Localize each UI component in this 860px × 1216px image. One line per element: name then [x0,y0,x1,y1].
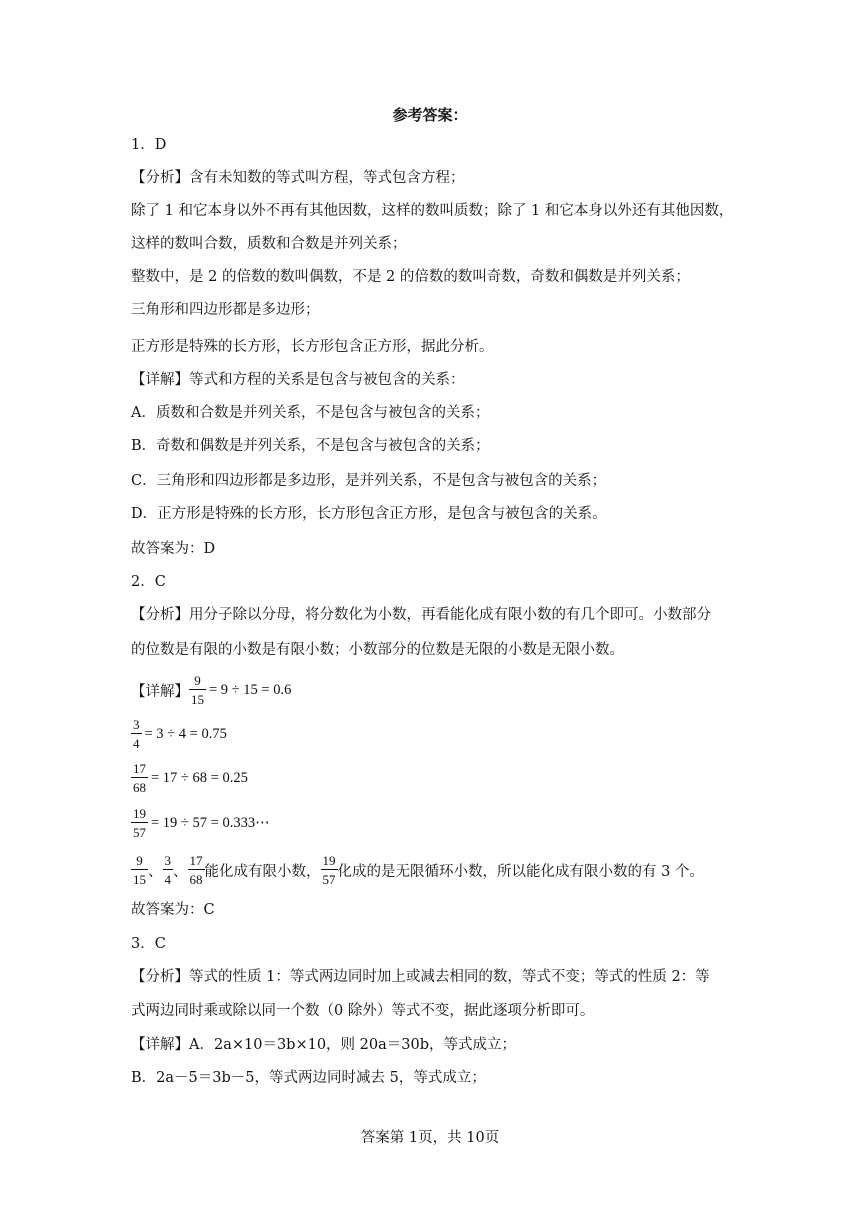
fraction: $\frac{19}{57}$ [133,806,146,840]
calc-expression: = 17 ÷ 68 = 0.25 [151,769,248,786]
option-d: D．正方形是特殊的长方形，长方形包含正方形，是包含与被包含的关系。 [131,506,607,522]
answer-2-heading: 2．C [131,574,166,590]
detail-1: 【详解】等式和方程的关系是包含与被包含的关系： [131,372,465,388]
option-a: A．质数和合数是并列关系，不是包含与被包含的关系； [131,405,490,421]
calc-expression: = 19 ÷ 57 = 0.333⋯ [151,814,270,831]
analysis-2: 【分析】用分子除以分母，将分数化为小数，再看能化成有限小数的有几个即可。小数部分 [131,607,711,623]
text-line: 这样的数叫合数，质数和合数是并列关系； [131,236,407,252]
option-c: C．三角形和四边形都是多边形，是并列关系，不是包含与被包含的关系； [131,473,607,489]
separator: 、 [173,863,188,880]
text-line: 三角形和四边形都是多边形； [131,302,320,318]
answer-2-conclusion: 故答案为：C [131,902,215,918]
text-line: 整数中，是 2 的倍数的数叫偶数，不是 2 的倍数的数叫奇数，奇数和偶数是并列关系； [131,269,690,285]
fraction: $\frac{17}{68}$ [189,853,203,887]
detail-3b: B．2a－5＝3b－5，等式两边同时减去 5，等式成立； [131,1070,486,1086]
calc-line-4 [131,801,270,845]
calc-line-3 [131,756,248,800]
page-title: 参考答案： [392,106,468,124]
fraction: $\frac{9}{15}$ [191,673,204,707]
calc-expression: = 9 ÷ 15 = 0.6 [209,681,292,698]
separator: 、 [148,863,163,880]
analysis-1: 【分析】含有未知数的等式叫方程，等式包含方程； [131,170,465,186]
text-line: 正方形是特殊的长方形，长方形包含正方形，据此分析。 [131,339,494,355]
text-line: 式两边同时乘或除以同一个数（0 除外）等式不变，据此逐项分析即可。 [131,1003,595,1019]
answer-1-heading: 1．D [131,137,167,153]
option-b: B．奇数和偶数是并列关系，不是包含与被包含的关系； [131,438,490,454]
fraction: $\frac{3}{4}$ [164,853,171,887]
answer-3-heading: 3．C [131,936,166,952]
summary-text: 化成的是无限循环小数，所以能化成有限小数的有 3 个。 [337,863,704,880]
summary-line [131,848,704,892]
calc-expression: = 3 ÷ 4 = 0.75 [144,725,227,742]
fraction: $\frac{17}{68}$ [133,761,146,795]
fraction: $\frac{19}{57}$ [322,853,336,887]
answer-1-conclusion: 故答案为：D [131,541,216,557]
analysis-3: 【分析】等式的性质 1：等式两边同时加上或减去相同的数，等式不变；等式的性质 2：等 [131,969,710,985]
detail-3a: 【详解】A．2a×10＝3b×10，则 20a＝30b，等式成立； [131,1037,516,1053]
calc-line-2 [131,712,227,756]
page-footer: 答案第 1页，共 10页 [360,1130,500,1146]
detail-label: 【详解】 [131,683,189,700]
text-line: 的位数是有限的小数是有限小数；小数部分的位数是无限的小数是无限小数。 [131,642,624,658]
text-line: 除了 1 和它本身以外不再有其他因数，这样的数叫质数；除了 1 和它本身以外还有其他因数， [131,203,734,219]
fraction: $\frac{9}{15}$ [133,853,146,887]
fraction: $\frac{3}{4}$ [133,717,140,751]
calc-line-1 [131,668,291,712]
summary-text: 能化成有限小数， [204,863,321,880]
